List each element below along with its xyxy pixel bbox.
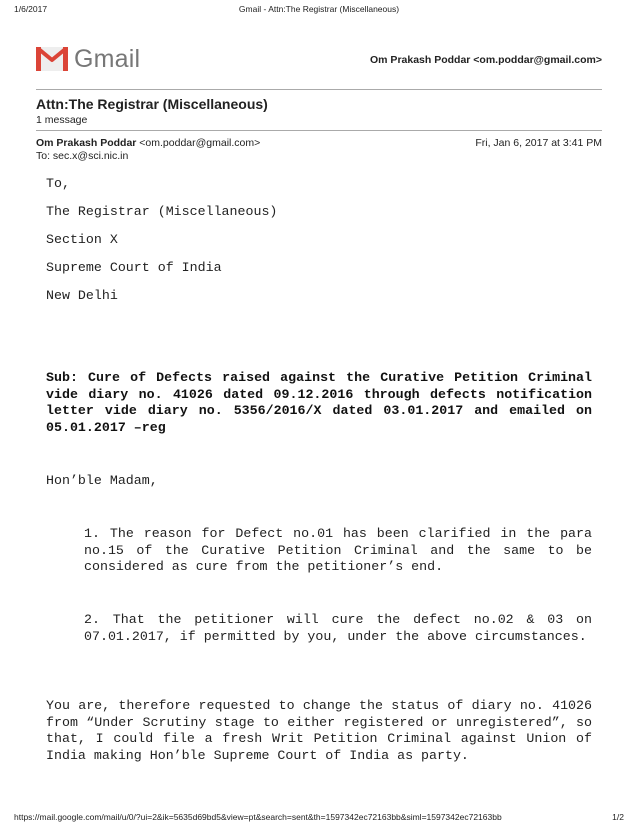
address-line: The Registrar (Miscellaneous)	[46, 204, 278, 219]
thread-divider	[36, 130, 602, 131]
account-name: Om Prakash Poddar <om.poddar@gmail.com>	[370, 54, 602, 66]
point-1: 1. The reason for Defect no.01 has been clarified in the para no.15 of the Curative Petition Criminal and the same to be considered as cure from the petitioner’s end.	[84, 526, 592, 574]
sender	[36, 137, 260, 149]
address-block	[46, 170, 592, 310]
gmail-wordmark: Gmail	[74, 44, 141, 73]
recipient: To: sec.x@sci.nic.in	[36, 150, 129, 162]
sender-name: Om Prakash Poddar	[36, 137, 137, 149]
request-paragraph: You are, therefore requested to change the status of diary no. 41026 from “Under Scrutiny stage to either registered or unregistered”, so that, I could file a fresh Writ Petition Criminal against Union of India making Hon’ble Supreme Court of India as party.	[46, 698, 592, 763]
address-line: Section X	[46, 232, 118, 247]
gmail-logo[interactable]	[36, 44, 140, 74]
letter-subject: Sub: Cure of Defects raised against the Curative Petition Criminal vide diary no. 41026 dated 09.12.2016 through defects notification letter vide diary no. 5356/2016/X dated 03.01.2017 and emailed on 05.01.2017 –reg	[46, 370, 592, 435]
address-line: New Delhi	[46, 288, 118, 303]
address-line: To,	[46, 176, 70, 191]
print-url: https://mail.google.com/mail/u/0/?ui=2&ik=5635d69bd5&view=pt&search=sent&th=1597342ec72163bb&siml=1597342ec72163bb	[14, 812, 502, 822]
message-count: 1 message	[36, 114, 88, 126]
header-divider	[36, 89, 602, 90]
address-line: Supreme Court of India	[46, 260, 222, 275]
print-title: Gmail - Attn:The Registrar (Miscellaneous)	[238, 4, 400, 14]
point-2: 2. That the petitioner will cure the defect no.02 & 03 on 07.01.2017, if permitted by you, under the above circumstances.	[84, 612, 592, 644]
print-header	[0, 0, 638, 18]
sender-email: <om.poddar@gmail.com>	[139, 137, 261, 149]
print-date: 1/6/2017	[14, 4, 48, 14]
page-number: 1/2	[612, 812, 624, 822]
gmail-envelope-icon	[36, 47, 68, 71]
salutation: Hon’ble Madam,	[46, 473, 158, 488]
message-date: Fri, Jan 6, 2017 at 3:41 PM	[475, 137, 602, 149]
thread-subject: Attn:The Registrar (Miscellaneous)	[36, 96, 268, 112]
